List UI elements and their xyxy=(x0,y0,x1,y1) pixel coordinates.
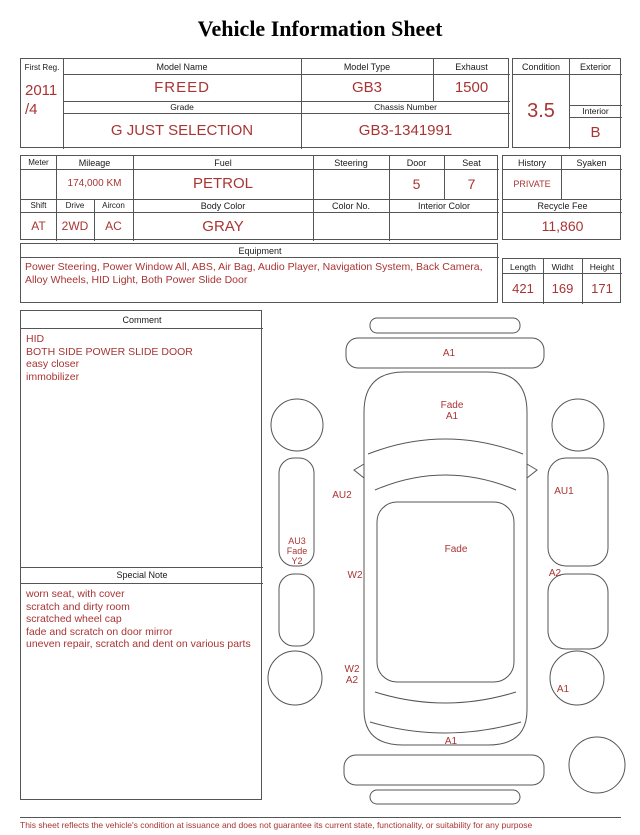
specs-table xyxy=(20,155,498,240)
recycle-fee-label: Recycle Fee xyxy=(537,201,588,211)
damage-label-right-rear: A1 xyxy=(556,684,570,695)
registration-table xyxy=(20,58,509,148)
car-body-shape xyxy=(364,372,527,745)
first-reg-label: First Reg. xyxy=(24,63,60,72)
history-value: PRIVATE xyxy=(513,179,551,189)
model-name-value: FREED xyxy=(154,79,210,96)
fuel-label: Fuel xyxy=(214,158,232,168)
color-no-value xyxy=(313,212,389,241)
special-note-line: scratch and dirty room xyxy=(26,600,130,613)
shift-label: Shift xyxy=(30,201,47,210)
comment-text xyxy=(26,333,258,383)
spare-wheel-icon xyxy=(569,737,625,793)
car-diagram-drawing xyxy=(264,312,638,808)
height-label: Height xyxy=(589,262,615,272)
width-label: Widht xyxy=(551,262,574,272)
body-color-value: GRAY xyxy=(202,218,244,235)
right-front-panel-shape xyxy=(548,458,608,566)
damage-label-windshield: Fade A1 xyxy=(440,400,464,422)
wheel-rear-left-icon xyxy=(268,651,322,705)
special-note-line: uneven repair, scratch and dent on various parts xyxy=(26,638,251,650)
model-type-value: GB3 xyxy=(351,79,382,96)
body-color-label: Body Color xyxy=(200,201,246,211)
grade-label: Grade xyxy=(170,102,194,112)
door-value: 5 xyxy=(412,176,421,192)
steering-label: Steering xyxy=(334,158,368,168)
interior-color-value xyxy=(389,212,499,241)
shift-value: AT xyxy=(31,219,46,233)
history-table xyxy=(502,155,621,240)
interior-grade: B xyxy=(590,124,601,141)
model-type-label: Model Type xyxy=(343,62,391,72)
length-value: 421 xyxy=(512,281,534,296)
meter-value xyxy=(21,169,56,199)
comment-label: Comment xyxy=(122,315,162,325)
disclaimer-footer: This sheet reflects the vehicle's condition at issuance and does not guarantee its current state, functionality, or suitability for any purpose xyxy=(20,817,621,830)
damage-label-roof: Fade xyxy=(444,544,468,555)
comment-line: immobilizer xyxy=(26,370,80,383)
chassis-number-value: GB3-1341991 xyxy=(358,122,453,139)
exterior-grade xyxy=(569,74,622,105)
grade-value: G JUST SELECTION xyxy=(110,122,254,139)
exhaust-label: Exhaust xyxy=(455,62,488,72)
special-note-line: scratched wheel cap xyxy=(26,613,122,625)
interior-color-label: Interior Color xyxy=(417,201,471,211)
first-reg-value xyxy=(25,81,63,121)
dimensions-table xyxy=(502,258,621,303)
comment-line: easy closer xyxy=(26,358,80,370)
aircon-value: AC xyxy=(105,219,122,233)
special-note-line: fade and scratch on door mirror xyxy=(26,625,173,638)
damage-label-right-front: AU1 xyxy=(554,486,574,497)
exhaust-value: 1500 xyxy=(454,79,489,96)
door-label: Door xyxy=(406,158,427,168)
chassis-number-label: Chassis Number xyxy=(374,102,437,112)
comment-line: HID xyxy=(26,333,45,345)
damage-label-left-sill: AU3 Fade Y2 xyxy=(286,536,308,566)
right-mirror-shape xyxy=(527,464,537,478)
damage-label-tailgate: A1 xyxy=(444,736,458,747)
wheel-front-right-icon xyxy=(552,399,604,451)
seat-label: Seat xyxy=(462,158,481,168)
color-no-label: Color No. xyxy=(331,201,370,211)
equipment-label: Equipment xyxy=(238,246,282,256)
fuel-value: PETROL xyxy=(192,175,253,192)
wheel-front-left-icon xyxy=(271,399,323,451)
special-note-label: Special Note xyxy=(116,570,168,580)
car-condition-diagram xyxy=(264,312,638,808)
condition-score: 3.5 xyxy=(527,100,555,122)
special-note-text xyxy=(26,588,258,651)
comment-line: BOTH SIDE POWER SLIDE DOOR xyxy=(26,345,193,358)
seat-value: 7 xyxy=(467,176,476,192)
damage-label-left-mid: W2 xyxy=(347,570,363,581)
syaken-value xyxy=(561,169,622,199)
drive-label: Drive xyxy=(65,201,85,210)
left-rear-panel-shape xyxy=(279,574,314,646)
condition-table xyxy=(512,58,621,148)
left-mirror-shape xyxy=(354,464,364,478)
rear-bumper-shape xyxy=(344,755,544,785)
mileage-value: 174,000 KM xyxy=(67,178,122,189)
right-rear-panel-shape xyxy=(548,574,608,649)
damage-label-front-bumper: A1 xyxy=(442,348,456,359)
syaken-label: Syaken xyxy=(576,158,607,168)
damage-label-right-mid: A2 xyxy=(548,568,562,579)
exterior-label: Exterior xyxy=(579,62,611,72)
interior-label: Interior xyxy=(582,106,609,116)
rear-strip-shape xyxy=(370,790,520,804)
first-reg-year: 2011 xyxy=(25,82,58,99)
damage-label-left-rear: W2 A2 xyxy=(344,664,360,686)
mileage-label: Mileage xyxy=(78,158,111,168)
wheel-rear-right-icon xyxy=(550,651,604,705)
condition-label: Condition xyxy=(521,62,561,72)
height-value: 171 xyxy=(591,281,613,296)
damage-label-left-front: AU2 xyxy=(332,490,352,501)
special-note-line: worn seat, with cover xyxy=(26,588,125,600)
comment-section xyxy=(20,310,262,800)
aircon-label: Aircon xyxy=(102,201,125,210)
steering-value xyxy=(313,169,389,199)
recycle-fee-value: 11,860 xyxy=(541,218,584,234)
page-title: Vehicle Information Sheet xyxy=(197,16,443,41)
meter-label: Meter xyxy=(28,158,49,167)
length-label: Length xyxy=(510,262,536,272)
front-grille-shape xyxy=(370,318,520,333)
equipment-section xyxy=(20,243,498,303)
first-reg-month: /4 xyxy=(25,101,38,118)
width-value: 169 xyxy=(551,281,574,296)
drive-value: 2WD xyxy=(61,219,89,233)
equipment-text: Power Steering, Power Window All, ABS, Air Bag, Audio Player, Navigation System, Back Camera, Alloy Wheels, HID Light, Both Power Slide Door xyxy=(25,261,483,286)
model-name-label: Model Name xyxy=(156,62,208,72)
history-label: History xyxy=(517,158,546,168)
